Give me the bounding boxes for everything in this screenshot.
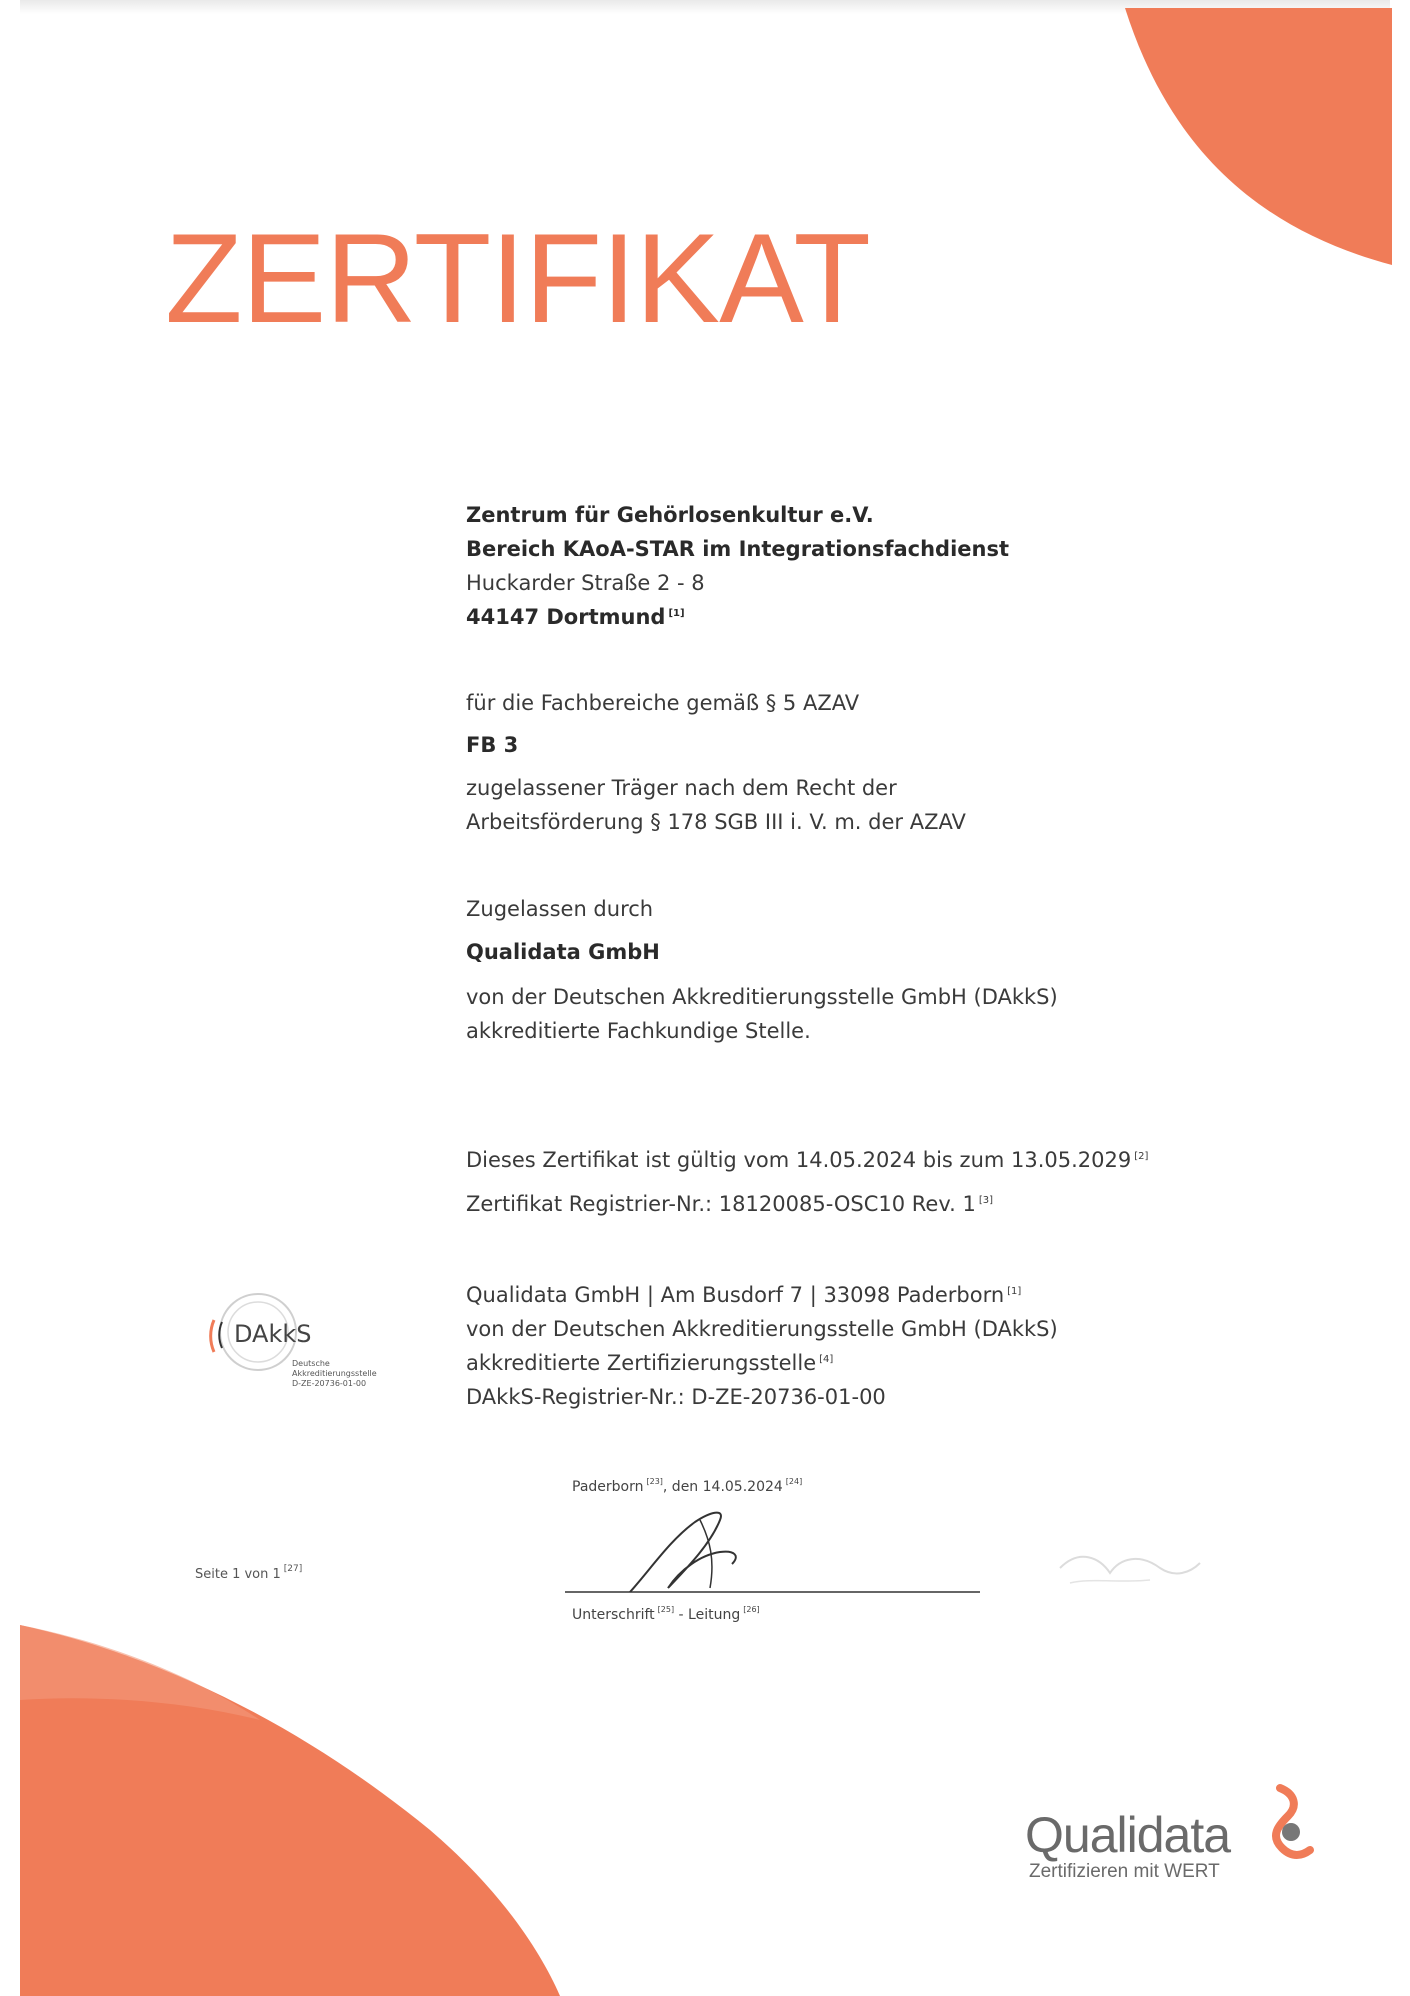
approval-intro: Zugelassen durch: [466, 897, 654, 921]
scope-desc-line2: Arbeitsförderung § 178 SGB III i. V. m. der AZAV: [466, 810, 966, 834]
certifier-address: Qualidata GmbH | Am Busdorf 7 | 33098 Paderborn [1]: [466, 1283, 1022, 1307]
approval-body: Qualidata GmbH: [466, 940, 660, 964]
signature-area: [560, 1460, 990, 1630]
recipient-name: Zentrum für Gehörlosenkultur e.V.: [466, 503, 874, 527]
dakks-name: DAkkS: [234, 1320, 312, 1348]
scope-desc-line1: zugelassener Träger nach dem Recht der: [466, 776, 897, 800]
dakks-sub1: Deutsche: [292, 1359, 330, 1368]
signature-place-date: Paderborn [23], den 14.05.2024 [24]: [572, 1477, 803, 1495]
approval-desc-line1: von der Deutschen Akkreditierungsstelle GmbH (DAkkS): [466, 985, 1058, 1009]
footnote-marker: [27]: [283, 1564, 303, 1574]
signature-label: Unterschrift [25] - Leitung [26]: [572, 1605, 760, 1623]
top-right-swoosh: [1125, 8, 1392, 265]
footnote-marker: [24]: [785, 1477, 803, 1486]
page-number: Seite 1 von 1 [27]: [195, 1564, 303, 1582]
recipient-department: Bereich KAoA-STAR im Integrationsfachdienst: [466, 537, 1010, 561]
dakks-logo: [200, 1290, 420, 1400]
footnote-marker: [4]: [819, 1354, 834, 1365]
recipient-street: Huckarder Straße 2 - 8: [466, 571, 705, 595]
registration-number: Zertifikat Registrier-Nr.: 18120085-OSC10 Rev. 1 [3]: [466, 1192, 994, 1216]
dakks-sub3: D-ZE-20736-01-00: [292, 1379, 367, 1388]
scope-area: FB 3: [466, 733, 519, 757]
footnote-marker: [26]: [743, 1605, 760, 1614]
dakks-sub2: Akkreditierungsstelle: [292, 1369, 377, 1378]
validity-period: Dieses Zertifikat ist gültig vom 14.05.2024 bis zum 13.05.2029 [2]: [466, 1148, 1149, 1172]
footnote-marker: [1]: [668, 608, 685, 619]
footnote-marker: [2]: [1134, 1151, 1149, 1162]
recipient-city: 44147 Dortmund [1]: [466, 605, 685, 629]
certifier-accreditation: von der Deutschen Akkreditierungsstelle GmbH (DAkkS): [466, 1317, 1058, 1341]
brand-name: Qualidata: [1025, 1807, 1231, 1863]
scope-intro: für die Fachbereiche gemäß § 5 AZAV: [466, 691, 860, 715]
footnote-marker: [25]: [657, 1605, 675, 1614]
signature-icon: [560, 1460, 990, 1630]
footnote-marker: [23]: [646, 1477, 663, 1486]
certificate-title: ZERTIFIKAT: [165, 207, 870, 349]
footnote-marker: [3]: [978, 1195, 994, 1206]
qualidata-brand: [1025, 1807, 1325, 1910]
certifier-type: akkreditierte Zertifizierungsstelle [4]: [466, 1351, 834, 1375]
brand-tagline: Zertifizieren mit WERT: [1029, 1861, 1220, 1882]
footnote-marker: [1]: [1007, 1286, 1022, 1297]
approval-desc-line2: akkreditierte Fachkundige Stelle.: [466, 1019, 811, 1043]
faint-stamp-icon: [1050, 1528, 1210, 1598]
certifier-dakks-number: DAkkS-Registrier-Nr.: D-ZE-20736-01-00: [466, 1385, 886, 1409]
qualidata-logo-icon: [1250, 1780, 1320, 1870]
